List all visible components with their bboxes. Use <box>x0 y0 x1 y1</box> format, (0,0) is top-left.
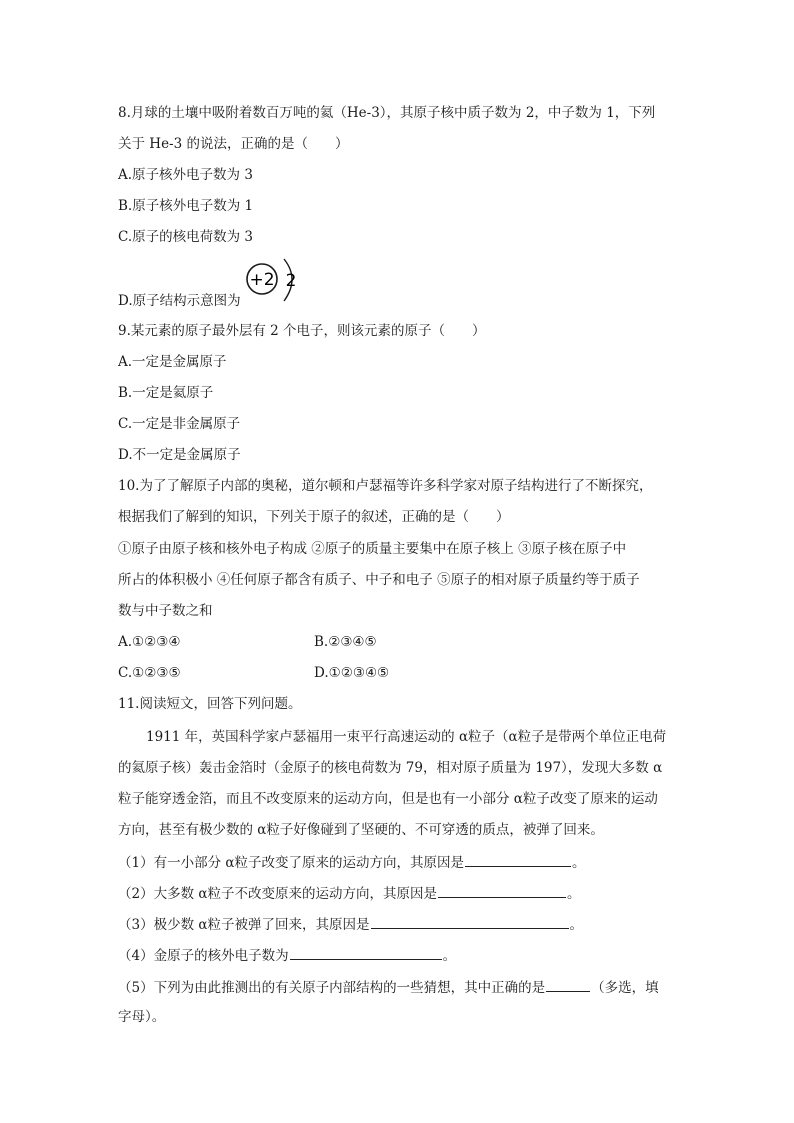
q11-sub5-text-tail: （多选，填 <box>591 980 659 996</box>
q11-sub3-answer-blank[interactable] <box>371 914 569 929</box>
q9-option-c: C.一定是非金属原子 <box>118 416 241 432</box>
q10-option-b: B.②③④⑤ <box>314 634 377 650</box>
q8-option-d: D.原子结构示意图为 <box>118 293 241 309</box>
q9-option-d: D.不一定是金属原子 <box>118 447 241 463</box>
q11-sub5-answer-blank[interactable] <box>546 977 590 992</box>
q11-passage-line2: 的氦原子核）轰击金箔时（金原子的核电荷数为 79，相对原子质量为 197），发现大多数 α <box>118 760 663 776</box>
q11-sub1-answer-blank[interactable] <box>465 852 571 867</box>
q11-stem: 11.阅读短文，回答下列问题。 <box>118 696 302 712</box>
q10-statement-line2: 所占的体积极小 ④任何原子都含有质子、中子和电子 ⑤原子的相对原子质量约等于质子 <box>118 572 640 588</box>
q11-passage-line3: 粒子能穿透金箔，而且不改变原来的运动方向，但是也有一小部分 α粒子改变了原来的运动 <box>118 791 658 807</box>
q10-option-a: A.①②③④ <box>118 634 181 650</box>
q11-sub5 <box>118 977 659 997</box>
q11-sub2 <box>118 883 581 903</box>
q11-sub5-text: （5）下列为由此推测出的有关原子内部结构的一些猜想，其中正确的是 <box>118 980 546 996</box>
q9-stem: 9.某元素的原子最外层有 2 个电子，则该元素的原子（ ） <box>118 323 486 339</box>
q10-statement-line3: 数与中子数之和 <box>118 603 213 619</box>
q11-sub2-text: （2）大多数 α粒子不改变原来的运动方向，其原因是 <box>118 886 437 902</box>
q10-option-c: C.①②③⑤ <box>118 665 181 681</box>
q9-option-b: B.一定是氦原子 <box>118 385 214 401</box>
q8-option-b: B.原子核外电子数为 1 <box>118 198 254 214</box>
q11-sub4-period: 。 <box>442 948 457 964</box>
q8-stem-line2: 关于 He-3 的说法，正确的是（ ） <box>118 136 349 152</box>
q10-stem-line2: 根据我们了解到的知识，下列关于原子的叙述，正确的是（ ） <box>118 509 510 525</box>
q11-sub1-period: 。 <box>572 855 586 871</box>
q8-option-a: A.原子核外电子数为 3 <box>118 167 253 183</box>
q11-sub4-answer-blank[interactable] <box>290 945 442 960</box>
q11-sub4-text: （4）金原子的核外电子数为 <box>118 948 289 964</box>
q11-sub3 <box>118 914 583 934</box>
q11-sub4 <box>118 945 456 965</box>
q11-sub2-answer-blank[interactable] <box>438 883 566 898</box>
q11-sub5-line2: 字母）。 <box>118 1009 166 1025</box>
q11-sub1 <box>118 852 586 872</box>
q8-option-c: C.原子的核电荷数为 3 <box>118 229 254 245</box>
q9-option-a: A.一定是金属原子 <box>118 354 227 370</box>
nucleus-label: +2 <box>249 270 275 290</box>
q11-sub1-text: （1）有一小部分 α粒子改变了原来的运动方向，其原因是 <box>118 855 464 871</box>
q10-stem-line1: 10.为了了解原子内部的奥秘，道尔顿和卢瑟福等许多科学家对原子结构进行了不断探究， <box>118 478 653 494</box>
q11-passage-line4: 方向，甚至有极少数的 α粒子好像碰到了坚硬的、不可穿透的质点，被弹了回来。 <box>118 822 604 838</box>
q11-passage-line1: 1911 年，英国科学家卢瑟福用一束平行高速运动的 α粒子（α粒子是带两个单位正电荷 <box>146 729 667 745</box>
q11-sub2-period: 。 <box>567 886 581 902</box>
q8-stem-line1: 8.月球的土壤中吸附着数百万吨的氦（He-3），其原子核中质子数为 2，中子数为 1，下列 <box>118 105 656 121</box>
q11-sub3-text: （3）极少数 α粒子被弹了回来，其原因是 <box>118 917 370 933</box>
atomic-structure-diagram <box>244 257 304 305</box>
q11-sub3-period: 。 <box>569 917 583 933</box>
shell-electron-count: 2 <box>285 271 297 291</box>
q10-option-d: D.①②③④⑤ <box>314 665 390 681</box>
q10-statement-line1: ①原子由原子核和核外电子构成 ②原子的质量主要集中在原子核上 ③原子核在原子中 <box>118 541 627 557</box>
